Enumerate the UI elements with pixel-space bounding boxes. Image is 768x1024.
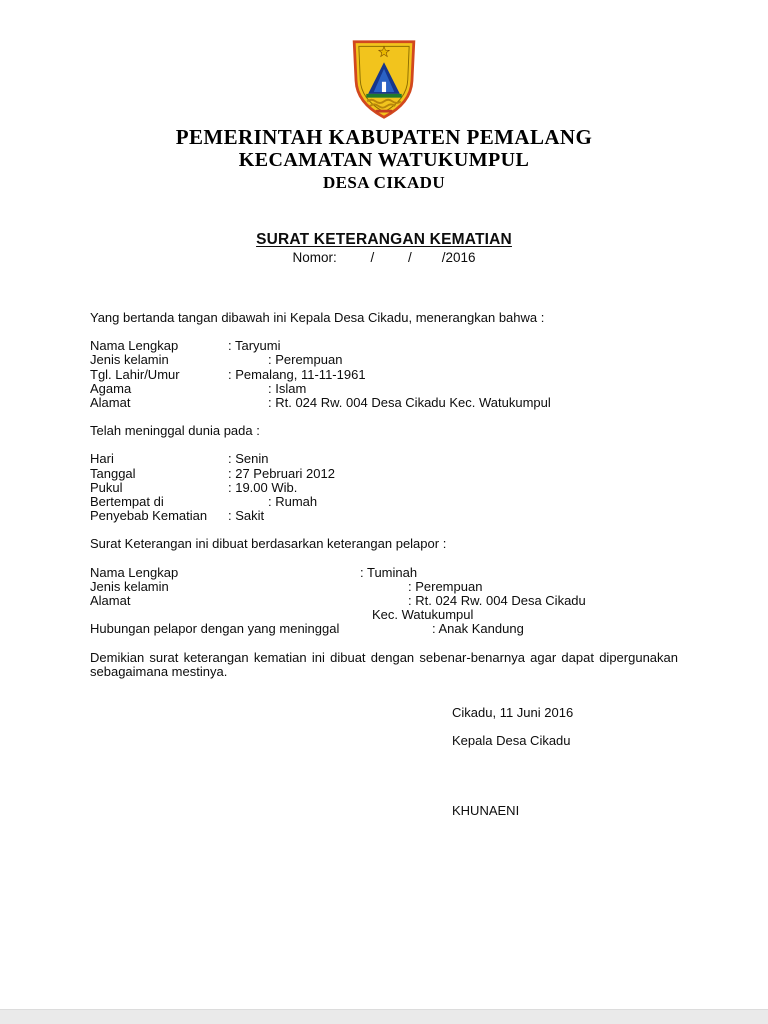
- document-body: [90, 311, 678, 819]
- death-statement: Telah meninggal dunia pada :: [90, 423, 260, 439]
- signature-role: Kepala Desa Cikadu: [452, 733, 571, 749]
- field-label: Tanggal: [90, 465, 136, 481]
- page-bottom-edge: [0, 1009, 768, 1024]
- field-row-penyebab-kematian: [90, 509, 678, 523]
- field-row-alamat: [90, 396, 678, 410]
- death-details: [90, 452, 678, 523]
- field-row-pelapor-alamat: [90, 594, 678, 608]
- field-row-pelapor-jenis-kelamin: [90, 580, 678, 594]
- field-row-tgl-lahir: [90, 368, 678, 382]
- field-label: Penyebab Kematian: [90, 508, 208, 524]
- field-value: : Rumah: [268, 494, 318, 510]
- letterhead: [90, 126, 678, 194]
- field-value: : Rt. 024 Rw. 004 Desa Cikadu Kec. Watukumpul: [268, 395, 551, 411]
- field-value: : Taryumi: [228, 338, 281, 354]
- field-value: : 27 Pebruari 2012: [228, 465, 335, 481]
- letterhead-line3: DESA CIKADU: [322, 173, 445, 192]
- field-row-pukul: [90, 481, 678, 495]
- intro-paragraph: Yang bertanda tangan dibawah ini Kepala Desa Cikadu, menerangkan bahwa :: [90, 310, 545, 325]
- closing-paragraph: Demikian surat keterangan kematian ini dibuat dengan sebenar-benarnya agar dapat dipergunakan sebagaimana mestinya.: [90, 649, 678, 679]
- deceased-details: [90, 339, 678, 410]
- field-value-continuation: Kec. Watukumpul: [372, 607, 474, 623]
- field-value: : Rt. 024 Rw. 004 Desa Cikadu: [408, 593, 586, 609]
- pemalang-coat-of-arms-emblem: [346, 38, 422, 120]
- signature-block: [452, 706, 678, 819]
- field-row-agama: [90, 382, 678, 396]
- field-label: Pukul: [90, 479, 123, 495]
- letterhead-line1: PEMERINTAH KABUPATEN PEMALANG: [175, 125, 593, 149]
- field-label: Tgl. Lahir/Umur: [90, 366, 180, 382]
- document-number-line: Nomor: / / /2016: [292, 250, 476, 265]
- field-label: Nama Lengkap: [90, 338, 179, 354]
- emblem-ground: [366, 94, 401, 98]
- field-label: Alamat: [90, 593, 131, 609]
- field-row-tanggal: [90, 467, 678, 481]
- field-label: Agama: [90, 380, 132, 396]
- field-label: Nama Lengkap: [90, 564, 179, 580]
- field-row-bertempat-di: [90, 495, 678, 509]
- field-row-hari: [90, 452, 678, 466]
- field-label: Jenis kelamin: [90, 578, 169, 594]
- field-value: : 19.00 Wib.: [228, 479, 298, 495]
- field-value: : Sakit: [228, 508, 265, 524]
- field-row-nama-lengkap: [90, 339, 678, 353]
- signature-place-date: Cikadu, 11 Juni 2016: [452, 705, 574, 721]
- field-value: : Tuminah: [360, 564, 418, 580]
- field-value: : Perempuan: [408, 578, 483, 594]
- reporter-statement: Surat Keterangan ini dibuat berdasarkan keterangan pelapor :: [90, 536, 447, 552]
- field-label: Bertempat di: [90, 494, 164, 510]
- field-label: Jenis kelamin: [90, 352, 169, 368]
- field-value: : Anak Kandung: [432, 621, 524, 637]
- emblem-brick: [376, 110, 393, 113]
- field-row-hubungan-pelapor: [90, 622, 678, 636]
- field-value: : Islam: [268, 380, 307, 396]
- field-row-pelapor-nama: [90, 566, 678, 580]
- field-row-jenis-kelamin: [90, 353, 678, 367]
- letterhead-line2: KECAMATAN WATUKUMPUL: [238, 149, 530, 171]
- field-label: Hubungan pelapor dengan yang meninggal: [90, 621, 340, 637]
- field-value: : Pemalang, 11-11-1961: [228, 366, 366, 382]
- reporter-details: [90, 566, 678, 637]
- document-title: SURAT KETERANGAN KEMATIAN: [256, 231, 512, 248]
- field-value: : Perempuan: [268, 352, 343, 368]
- field-label: Hari: [90, 451, 114, 467]
- emblem-temple: [382, 82, 386, 92]
- field-value: : Senin: [228, 451, 269, 467]
- field-label: Alamat: [90, 395, 131, 411]
- title-block: [90, 231, 678, 265]
- signature-name: KHUNAENI: [452, 803, 520, 819]
